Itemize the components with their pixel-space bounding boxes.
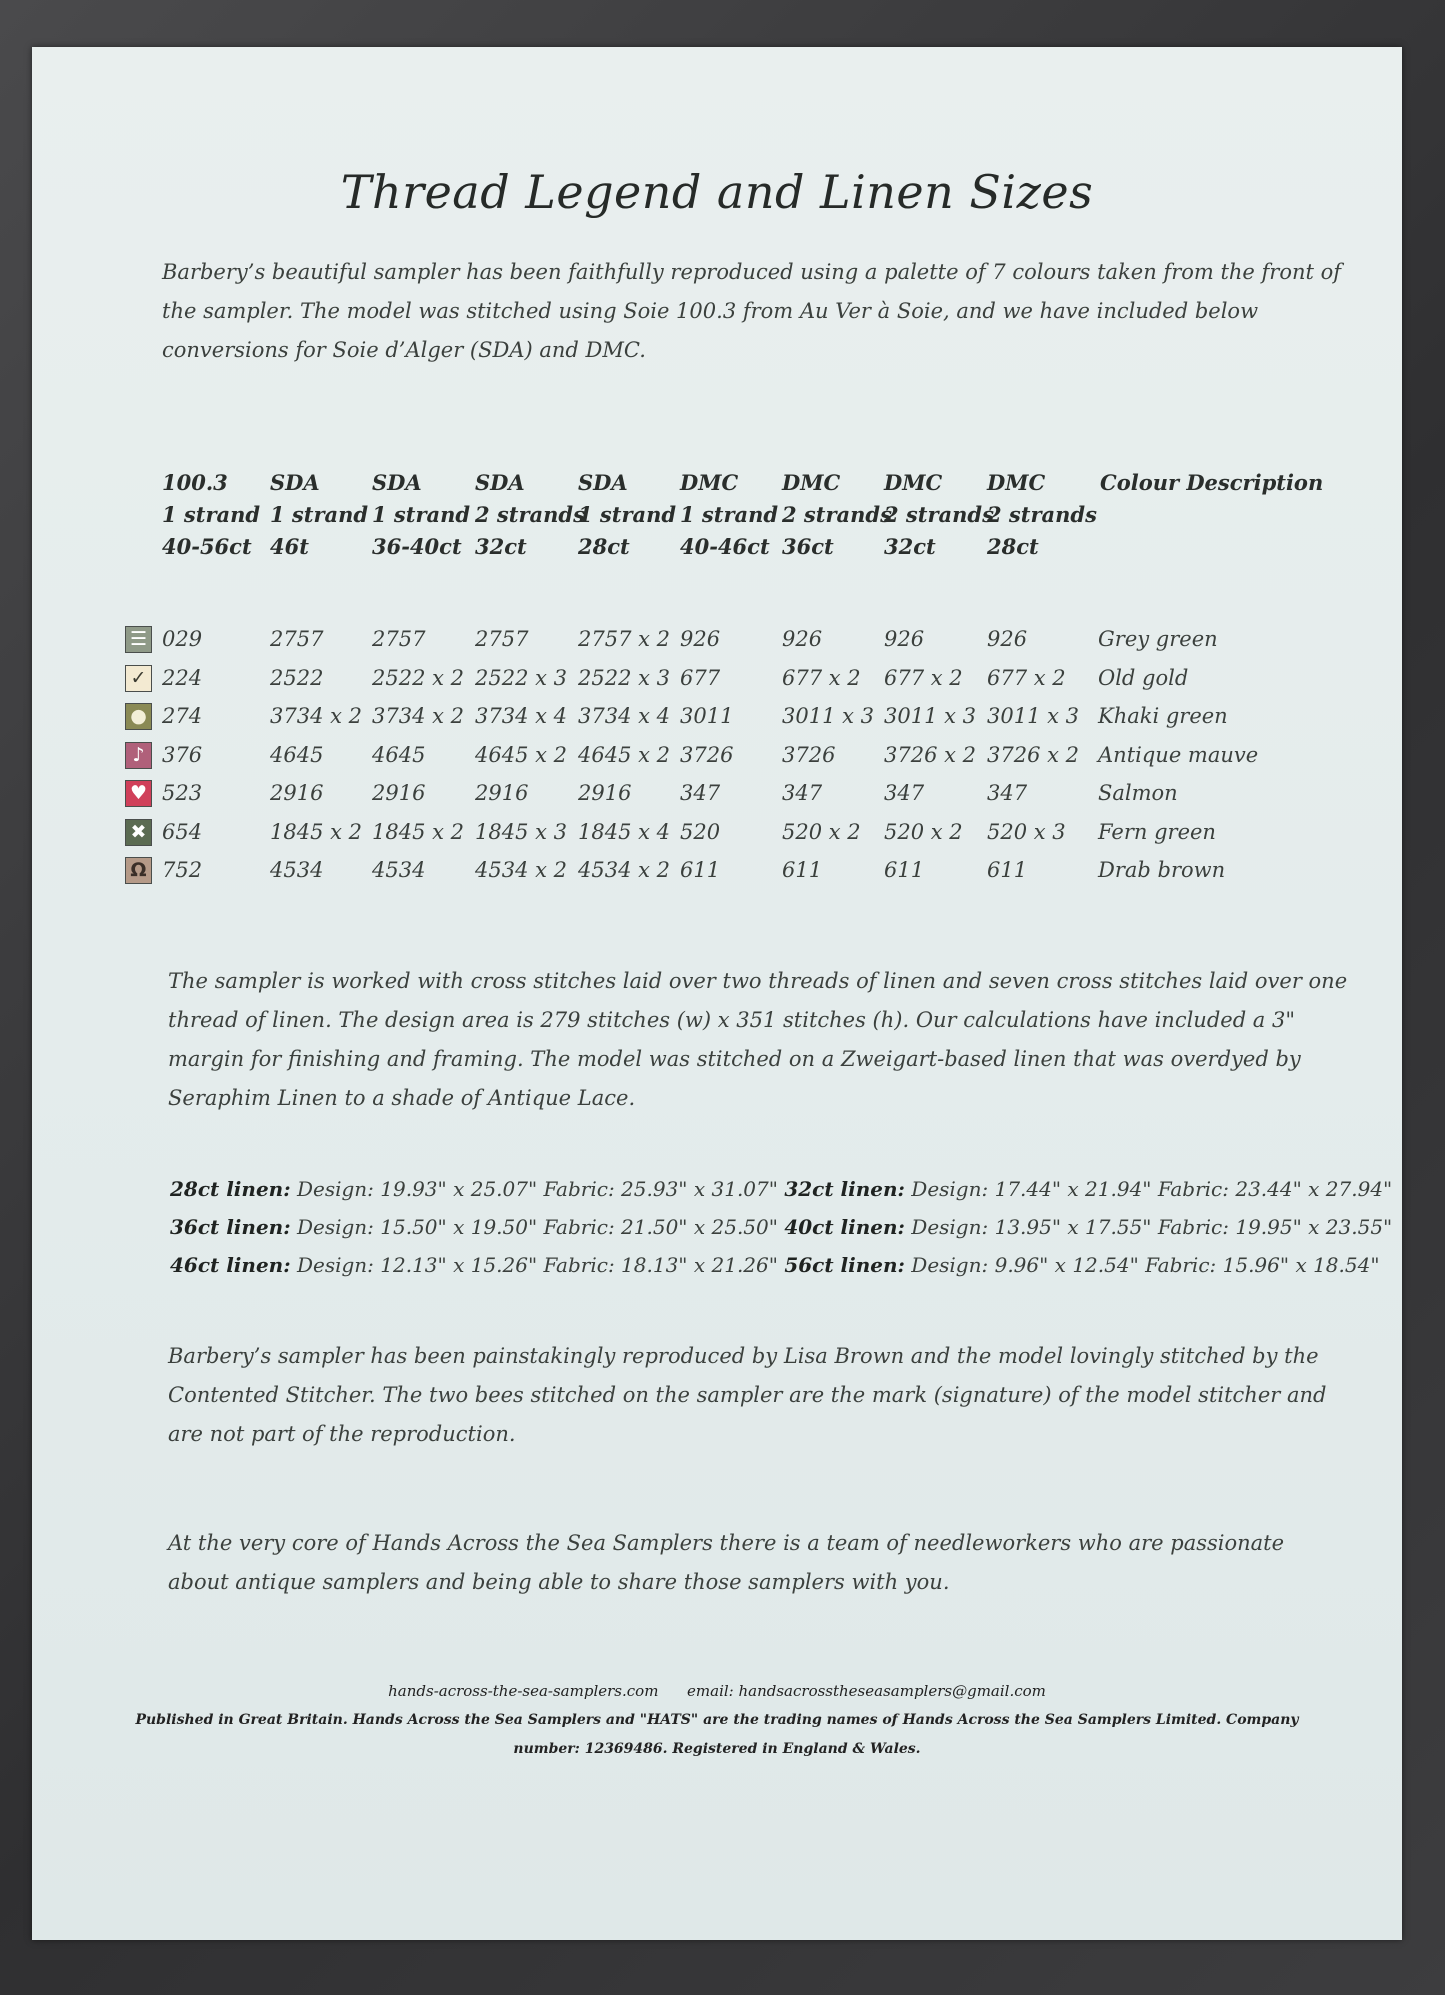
thread-number: 520 x 2 (884, 819, 963, 844)
thread-number: 677 x 2 (987, 665, 1066, 690)
footer-website: hands-across-the-sea-samplers.com (388, 1682, 659, 1700)
thread-number: 3011 x 3 (782, 704, 874, 728)
header-count: 28ct (987, 534, 1039, 559)
thread-number: 2522 x 2 (372, 665, 464, 690)
legend-row (32, 816, 1402, 848)
thread-number: 2757 x 2 (578, 627, 670, 651)
about-paragraph: At the very core of Hands Across the Sea Samplers there is a team of needleworkers who are passionate about antique samplers and being able to share those samplers with you. (168, 1531, 1285, 1594)
legend-row (32, 739, 1402, 771)
header-brand: 100.3 (162, 470, 228, 495)
header-count: 40-56ct (162, 534, 252, 559)
linen-sizes (170, 1170, 1400, 1284)
legend-column-header (372, 467, 470, 563)
thread-number: 4534 x 2 (475, 858, 567, 882)
thread-number: 1845 x 4 (578, 819, 670, 844)
header-brand: DMC (884, 470, 943, 495)
thread-number: 347 (884, 781, 925, 805)
legend-column-header (782, 467, 892, 563)
thread-number: 677 (680, 665, 721, 690)
legend-column-header (475, 467, 585, 563)
thread-number: 347 (782, 781, 823, 805)
omega-icon: Ω (125, 857, 152, 884)
thread-number: 1845 x 2 (372, 819, 464, 844)
linen-count-label: 36ct linen: (170, 1215, 291, 1239)
header-brand: SDA (475, 470, 525, 495)
thread-number: 3726 (782, 742, 836, 767)
thread-number: 611 (987, 858, 1028, 882)
thread-number: 926 (680, 627, 721, 651)
linen-dimensions: Design: 12.13" x 15.26" Fabric: 18.13" x 21.26" (290, 1253, 785, 1277)
header-count: 40-46ct (680, 534, 770, 559)
legend-column-header (270, 467, 368, 563)
thread-number: 4645 (372, 742, 426, 767)
thread-number: 3734 x 4 (578, 704, 670, 728)
header-count: 46t (270, 534, 309, 559)
colour-description: Khaki green (1098, 704, 1228, 728)
header-brand: SDA (578, 470, 628, 495)
music-note-icon: ♪ (125, 742, 152, 769)
thread-number: 2522 (270, 665, 324, 690)
header-strand: 2 strands (884, 502, 994, 527)
thread-number: 520 x 3 (987, 819, 1066, 844)
thread-number: 2757 (270, 627, 324, 651)
header-count: 32ct (884, 534, 936, 559)
footer-published: Published in Great Britain. Hands Across the Sea Samplers and "HATS" are the trading names of Hands Across the Sea Samplers Limited. Company (135, 1712, 1299, 1728)
thread-number: 4534 x 2 (578, 858, 670, 882)
thread-number: 029 (162, 627, 203, 651)
thread-number: 654 (162, 819, 203, 844)
legend-row (32, 777, 1402, 809)
colour-description: Antique mauve (1098, 742, 1259, 767)
header-strand: 2 strands (782, 502, 892, 527)
thread-number: 3726 x 2 (884, 742, 976, 767)
colour-description: Salmon (1098, 781, 1178, 805)
thread-number: 347 (987, 781, 1028, 805)
thread-number: 611 (680, 858, 721, 882)
header-brand: Colour Description (1100, 470, 1324, 495)
thread-number: 523 (162, 781, 203, 805)
header-count: 32ct (475, 534, 527, 559)
legend-column-header (162, 467, 260, 563)
header-count: 36ct (782, 534, 834, 559)
header-strand: 1 strand (680, 502, 779, 527)
page-title: Thread Legend and Linen Sizes (340, 165, 1094, 219)
linen-size-line (170, 1208, 1400, 1246)
colour-description: Grey green (1098, 627, 1218, 651)
thread-number: 4534 (270, 858, 324, 882)
dot-icon: ● (125, 703, 152, 730)
thread-number: 4645 x 2 (475, 742, 567, 767)
thread-number: 3011 x 3 (884, 704, 976, 728)
thread-number: 3734 x 2 (270, 704, 362, 728)
thread-number: 2916 (475, 781, 529, 805)
thread-number: 3726 (680, 742, 734, 767)
thread-number: 1845 x 2 (270, 819, 362, 844)
header-count: 28ct (578, 534, 630, 559)
header-brand: DMC (782, 470, 841, 495)
header-strand: 1 strand (162, 502, 261, 527)
thread-number: 4645 (270, 742, 324, 767)
header-brand: SDA (372, 470, 422, 495)
header-brand: DMC (987, 470, 1046, 495)
intro-paragraph: Barbery’s beautiful sampler has been faithfully reproduced using a palette of 7 colours taken from the front of the sampler. The model was stitched using Soie 100.3 from Au Ver à Soie, and we have included below conversions for Soie d’Alger (SDA) and DMC. (162, 260, 1342, 362)
linen-dimensions: Design: 9.96" x 12.54" Fabric: 15.96" x 18.54" (904, 1253, 1380, 1277)
check-icon: ✓ (125, 665, 152, 692)
thread-number: 224 (162, 665, 203, 690)
credits-paragraph: Barbery’s sampler has been painstakingly reproduced by Lisa Brown and the model lovingly stitched by the Contented Stitcher. The two bees stitched on the sampler are the mark (signature) of the model stitcher and are not part of the reproduction. (168, 1344, 1327, 1446)
linen-dimensions: Design: 17.44" x 21.94" Fabric: 23.44" x 27.94" (904, 1177, 1393, 1201)
colour-description: Fern green (1098, 819, 1216, 844)
legend-row (32, 700, 1402, 732)
linen-count-label: 40ct linen: (784, 1215, 905, 1239)
linen-size-line (170, 1170, 1400, 1208)
linen-size-line (170, 1246, 1400, 1284)
footer-company: number: 12369486. Registered in England & Wales. (513, 1741, 921, 1757)
legend-column-header (1100, 467, 1323, 499)
legend-column-header (680, 467, 778, 563)
header-strand: 1 strand (578, 502, 677, 527)
thread-number: 611 (782, 858, 823, 882)
thread-number: 2522 x 3 (475, 665, 567, 690)
thread-number: 2522 x 3 (578, 665, 670, 690)
stitch-info-paragraph: The sampler is worked with cross stitches laid over two threads of linen and seven cross stitches laid over one thread of linen. The design area is 279 stitches (w) x 351 stitches (h). Our calculations have included a 3" margin for finishing and framing. The model was stitched on a Zweigart-based linen that was overdyed by Seraphim Linen to a shade of Antique Lace. (168, 969, 1348, 1110)
printed-page (32, 47, 1402, 1940)
thread-number: 926 (884, 627, 925, 651)
colour-description: Drab brown (1098, 858, 1226, 882)
thread-number: 2916 (578, 781, 632, 805)
linen-count-label: 46ct linen: (170, 1253, 291, 1277)
thread-number: 677 x 2 (884, 665, 963, 690)
linen-count-label: 32ct linen: (784, 1177, 905, 1201)
linen-dimensions: Design: 19.93" x 25.07" Fabric: 25.93" x 31.07" (290, 1177, 785, 1201)
thread-number: 4645 x 2 (578, 742, 670, 767)
thread-number: 2757 (475, 627, 529, 651)
legend-column-header (578, 467, 676, 563)
thread-number: 611 (884, 858, 925, 882)
header-count: 36-40ct (372, 534, 462, 559)
header-strand: 1 strand (270, 502, 369, 527)
thread-number: 2757 (372, 627, 426, 651)
footer-email: email: handsacrosstheseasamplers@gmail.com (687, 1682, 1046, 1700)
thread-number: 2916 (372, 781, 426, 805)
header-strand: 2 strands (987, 502, 1097, 527)
colour-description: Old gold (1098, 665, 1189, 690)
thread-number: 376 (162, 742, 203, 767)
header-strand: 2 strands (475, 502, 585, 527)
thread-number: 3726 x 2 (987, 742, 1079, 767)
linen-count-label: 56ct linen: (784, 1253, 905, 1277)
thread-number: 3011 (680, 704, 734, 728)
header-brand: SDA (270, 470, 320, 495)
three-lines-icon: ☰ (125, 626, 152, 653)
thread-number: 3011 x 3 (987, 704, 1079, 728)
thread-number: 274 (162, 704, 203, 728)
thread-number: 677 x 2 (782, 665, 861, 690)
thread-number: 926 (782, 627, 823, 651)
legend-row (32, 623, 1402, 655)
thread-number: 4534 (372, 858, 426, 882)
thread-number: 2916 (270, 781, 324, 805)
heart-icon: ♥ (125, 780, 152, 807)
linen-dimensions: Design: 13.95" x 17.55" Fabric: 19.95" x 23.55" (904, 1215, 1393, 1239)
thread-number: 520 (680, 819, 721, 844)
legend-column-header (987, 467, 1097, 563)
header-brand: DMC (680, 470, 739, 495)
thread-number: 926 (987, 627, 1028, 651)
thread-number: 3734 x 2 (372, 704, 464, 728)
footer (32, 1677, 1402, 1764)
legend-column-header (884, 467, 994, 563)
linen-count-label: 28ct linen: (170, 1177, 291, 1201)
header-strand: 1 strand (372, 502, 471, 527)
thread-number: 752 (162, 858, 203, 882)
legend-row (32, 662, 1402, 694)
cross-icon: ✖ (125, 819, 152, 846)
thread-number: 3734 x 4 (475, 704, 567, 728)
thread-number: 520 x 2 (782, 819, 861, 844)
legend-row (32, 854, 1402, 886)
linen-dimensions: Design: 15.50" x 19.50" Fabric: 21.50" x 25.50" (290, 1215, 785, 1239)
thread-number: 347 (680, 781, 721, 805)
thread-number: 1845 x 3 (475, 819, 567, 844)
